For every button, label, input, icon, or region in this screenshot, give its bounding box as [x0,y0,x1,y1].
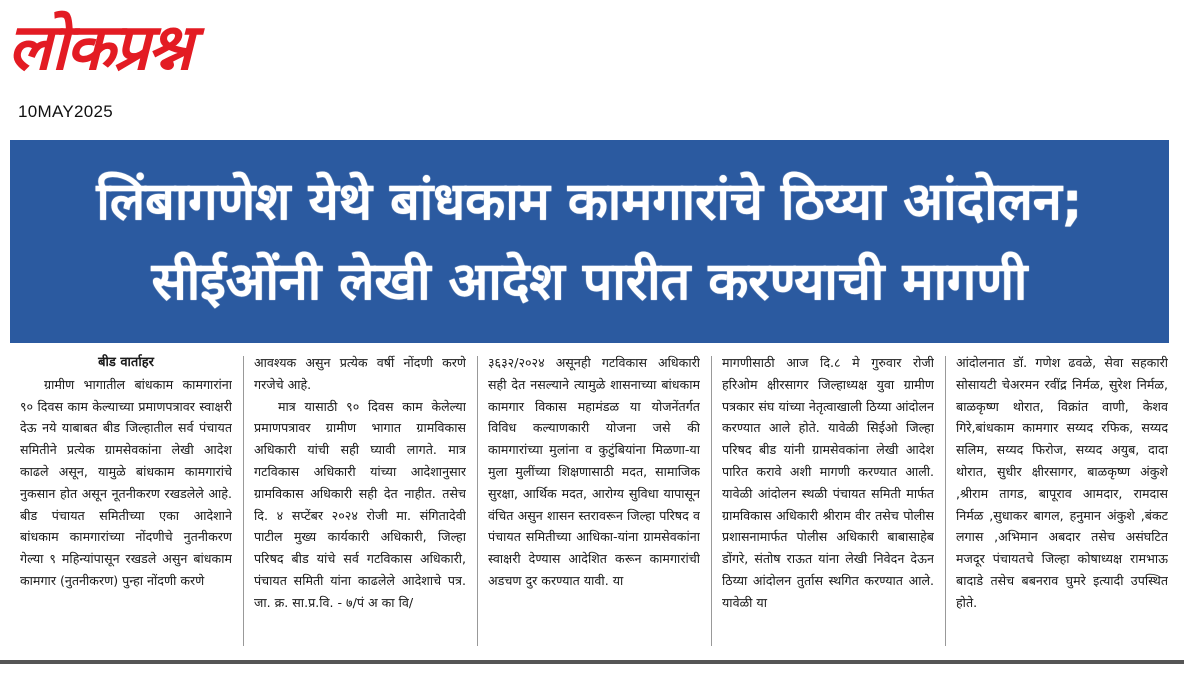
newspaper-logo [8,2,298,100]
article-column-3 [488,352,700,652]
headline-banner [10,140,1169,343]
article-paragraph: आंदोलनात डॉ. गणेश ढवळे, सेवा सहकारी सोसायटी चेअरमन रवींद्र निर्मळ, सुरेश निर्मळ, बाळकृष्ण थोरात, विक्रांत वाणी, केशव गिरे,बांधकाम कामगार सय्यद रफिक, सय्यद सलिम, सय्यद फिरोज, सय्यद अयुब, दादा थोरात, सुधीर क्षीरसागर, बाळकृष्ण अंकुशे ,श्रीराम तागड, बापूराव आमदार, रामदास निर्मळ ,सुधाकर बागल, हनुमान अंकुशे ,बंकट लगास ,अभिमान अबदार तसेच असंघटित मजदूर पंचायतचे जिल्हा कोषाध्यक्ष रामभाऊ बादाडे तसेच बबनराव घुमरे इत्यादी उपस्थित होते. [956,355,1168,610]
article-column-2 [254,352,466,652]
article-paragraph: ग्रामीण भागातील बांधकाम कामगारांना ९० दिवस काम केल्याच्या प्रमाणपत्रावर स्वाक्षरी देऊ नये याबाबत बीड जिल्हातील सर्व पंचायत समितीने प्रत्येक ग्रामसेवकांना लेखी आदेश काढले असून, यामुळे बांधकाम कामगारांचे नुकसान होत असून नूतनीकरण रखडलेले आहे. बीड पंचायत समितीच्या एका आदेशाने बांधकाम कामगारांच्या नोंदणीचे नुतनीकरण गेल्या ९ महिन्यांपासून रखडले असुन बांधकाम कामगार (नुतनीकरण) पुन्हा नोंदणी करणे [20,376,232,588]
article-body [20,352,1172,652]
article-dateline: बीड वार्ताहर [98,355,154,370]
article-column-5 [956,352,1168,652]
article-paragraph: मात्र यासाठी ९० दिवस काम केलेल्या प्रमाणपत्रावर ग्रामीण भागात ग्रामविकास अधिकारी यांची सही घ्यावी लागते. मात्र गटविकास अधिकारी यांच्या आदेशानुसार ग्रामविकास अधिकारी सही देत नाहीत. तसेच दि. ४ सप्टेंबर २०२४ रोजी मा. संगितादेवी पाटील मुख्य कार्यकारी अधिकारी, जिल्हा परिषद बीड यांचे सर्व गटविकास अधिकारी, पंचायत समिती यांना काढलेले आदेशाचे पत्र. जा. क्र. सा.प्र.वि. - ७/पं अ का वि/ [254,398,466,610]
bottom-divider [0,660,1184,664]
article-paragraph: ३६३२/२०२४ असूनही गटविकास अधिकारी सही देत नसल्याने त्यामुळे शासनाच्या बांधकाम कामगार विकास महामंडळ या योजनेंतर्गत विविध कल्याणकारी योजना जसे की कामगारांच्या मुलांना व कुटुंबियांना मिळणा-या मुला मुलींच्या शिक्षणासाठी मदत, सामाजिक सुरक्षा, आर्थिक मदत, आरोग्य सुविधा यापासून वंचित असुन शासन स्तरावरून जिल्हा परिषद व पंचायत समितीच्या आधिका-यांना ग्रामसेवकांना स्वाक्षरी देण्यास आदेशित करून कामगारांची अडचण दुर करण्यात यावी. या [488,355,700,588]
article-paragraph: मागणीसाठी आज दि.८ मे गुरुवार रोजी हरिओम क्षीरसागर जिल्हाध्यक्ष युवा ग्रामीण पत्रकार संघ यांच्या नेतृत्वाखाली ठिय्या आंदोलन करण्यात आले होते. यावेळी सिईओ जिल्हा परिषद बीड यांनी ग्रामसेवकांना लेखी आदेश पारित करावे अशी मागणी करण्यात आली. यावेळी आंदोलन स्थळी पंचायत समिती मार्फत ग्रामविकास अधिकारी श्रीराम वीर तसेच पोलीस प्रशासनामार्फत पोलीस अधिकारी बाबासाहेब डोंगरे, संतोष राऊत यांना लेखी निवेदन देऊन ठिय्या आंदोलन तुर्तास स्थगित करण्यात आले. यावेळी या [722,355,934,610]
headline-line-2: सीईओंनी लेखी आदेश पारीत करण्याची मागणी [151,251,1028,312]
article-column-1 [20,352,232,652]
article-column-4 [722,352,934,652]
article-paragraph: आवश्यक असुन प्रत्येक वर्षी नोंदणी करणे गरजेचे आहे. [254,355,466,392]
headline-line-1: लिंबागणेश येथे बांधकाम कामगारांचे ठिय्या आंदोलन; [96,171,1083,232]
publication-date: 10MAY2025 [18,102,114,121]
logo-text: लोकप्रश्न [8,11,191,85]
